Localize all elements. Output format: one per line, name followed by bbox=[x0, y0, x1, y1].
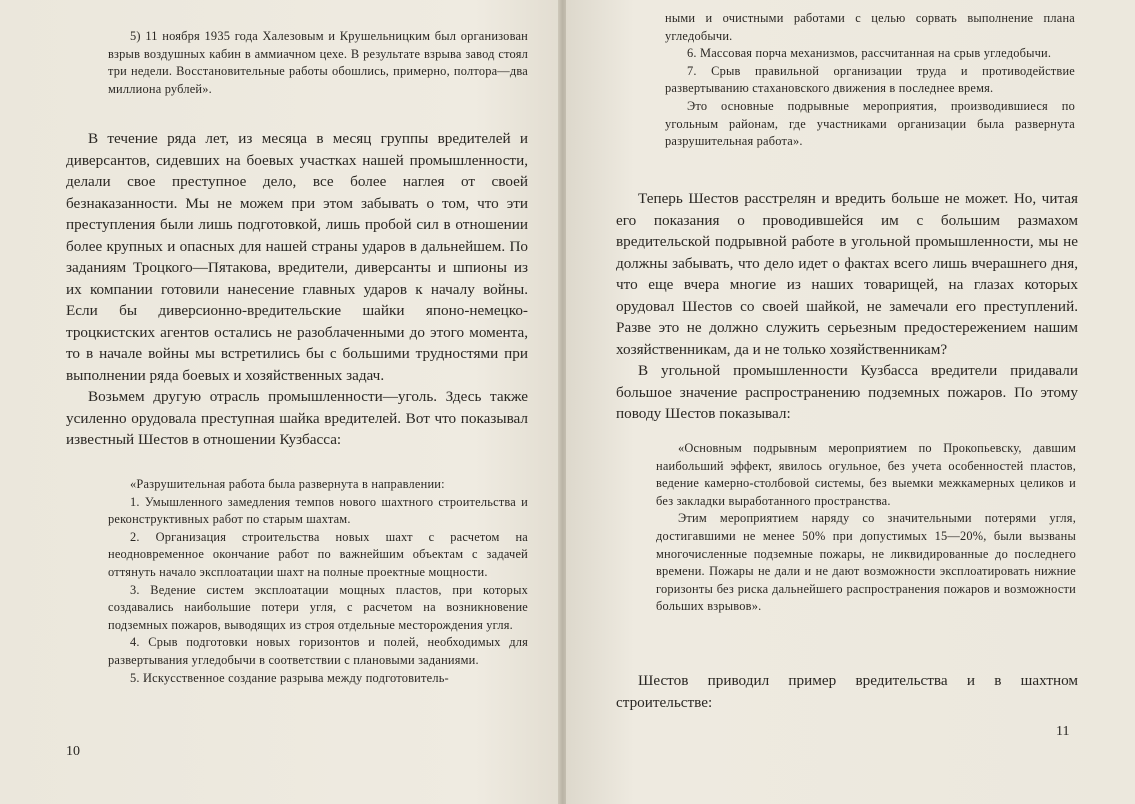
right-main-text-end bbox=[616, 670, 1078, 713]
body-paragraph: Шестов приводил пример вредительства и в шахтном строительстве: bbox=[616, 672, 1078, 711]
page-number: 10 bbox=[66, 744, 80, 759]
right-quote-middle bbox=[656, 440, 1076, 616]
quote-paragraph: Это основные подрывные мероприятия, производившиеся по угольным районам, где участниками организации была развернута разрушительная работа». bbox=[665, 98, 1075, 149]
quote-paragraph: ными и очистными работами с целью сорвать выполнение плана угледобычи. bbox=[665, 11, 1075, 43]
quote-paragraph: 2. Организация строительства новых шахт с расчетом на неодновременное окончание работ по важнейшим объектам с задачей оттянуть начало эксплоатации шахт на полные проектные мощности. bbox=[108, 529, 528, 579]
body-paragraph: В течение ряда лет, из месяца в месяц группы вредителей и диверсантов, сидевших на боевых участках нашей промышленности, делали свое преступное дело, все более наглея от своей безнаказанности. Мы не можем при этом забывать о том, что эти преступления были лишь подготовкой, лишь пробой сил в отношении более крупных и опасных для нашей страны ударов в дальнейшем. По заданиям Троцкого—Пятакова, вредители, диверсанты и шпионы из их компании готовили нанесение главных ударов к началу войны. Если бы диверсионно-вредительские шайки японо-немецко-троцкистских агентов остались не разоблаченными до этого момента, то в начале войны мы встретились бы с большими трудностями при выполнении ряда боевых и хозяйственных задач. bbox=[66, 130, 528, 384]
left-page bbox=[0, 0, 560, 804]
quote-paragraph: 7. Срыв правильной организации труда и противодействие развертыванию стахановского движения в последнее время. bbox=[665, 63, 1075, 96]
right-main-text bbox=[616, 188, 1078, 425]
left-quote-top bbox=[108, 28, 528, 98]
quote-paragraph: 6. Массовая порча механизмов, рассчитанная на срыв угледобычи. bbox=[687, 46, 1052, 61]
quote-paragraph: 3. Ведение систем эксплоатации мощных пластов, при которых создавались наибольшие потери угля, с расчетом на возникновение подземных пожаров, выводящих из строя отдельные месторождения угля. bbox=[108, 582, 528, 632]
left-main-text bbox=[66, 128, 528, 451]
quote-paragraph: 5. Искусственное создание разрыва между подготовитель- bbox=[130, 670, 449, 685]
quote-paragraph: 1. Умышленного замедления темпов нового шахтного строительства и реконструктивных работ по старым шахтам. bbox=[108, 494, 528, 527]
right-quote-top bbox=[665, 10, 1075, 151]
right-page bbox=[566, 0, 1135, 804]
quote-paragraph: Этим мероприятием наряду со значительными потерями угля, достигавшими не менее 50% при допустимых 15—20%, были вызваны многочисленные подземные пожары, не ликвидированные до последнего времени. Пожары не дали и не дают возможности эксплоатировать нижние горизонты без риска дальнейшего распространения пожаров и возможности больших взрывов». bbox=[656, 511, 1076, 614]
quote-paragraph: «Основным подрывным мероприятием по Прокопьевску, давшим наибольший эффект, явилось огульное, без учета особенностей пластов, ведение камерно-столбовой системы, без выемки межкамерных целиков и без закладки выработанного пространства. bbox=[656, 441, 1076, 508]
body-paragraph: Возьмем другую отрасль промышленности—уголь. Здесь также усиленно орудовала преступная шайка вредителей. Вот что показывал известный Шестов в отношении Кузбасса: bbox=[66, 388, 528, 448]
left-quote-bottom bbox=[108, 476, 528, 687]
quote-paragraph: 4. Срыв подготовки новых горизонтов и полей, необходимых для развертывания угледобычи в соответствии с плановыми заданиями. bbox=[108, 635, 528, 667]
body-paragraph: Теперь Шестов расстрелян и вредить больше не может. Но, читая его показания о проводившейся им с большим размахом вредительской подрывной работе в угольной промышленности, мы не должны забывать, что дело идет о фактах всего лишь вчерашнего дня, что еще вчера многие из наших товарищей, на глазах которых орудовал Шестов со своей шайкой, не замечали его преступлений. Разве это не должно служить серьезным предостережением нашим хозяйственникам, да и не только хозяйственникам? bbox=[616, 190, 1078, 358]
quote-paragraph: «Разрушительная работа была развернута в направлении: bbox=[130, 477, 445, 491]
body-paragraph: В угольной промышленности Кузбасса вредители придавали большое значение распространению подземных пожаров. По этому поводу Шестов показывал: bbox=[616, 362, 1078, 422]
page-number: 11 bbox=[1056, 724, 1070, 739]
quote-paragraph: 5) 11 ноября 1935 года Халезовым и Крушельницким был организован взрыв воздушных кабин в аммиачном цехе. В результате взрыва завод стоял три недели. Восстановительные работы обошлись, примерно, полтора—два миллиона рублей». bbox=[108, 29, 528, 96]
